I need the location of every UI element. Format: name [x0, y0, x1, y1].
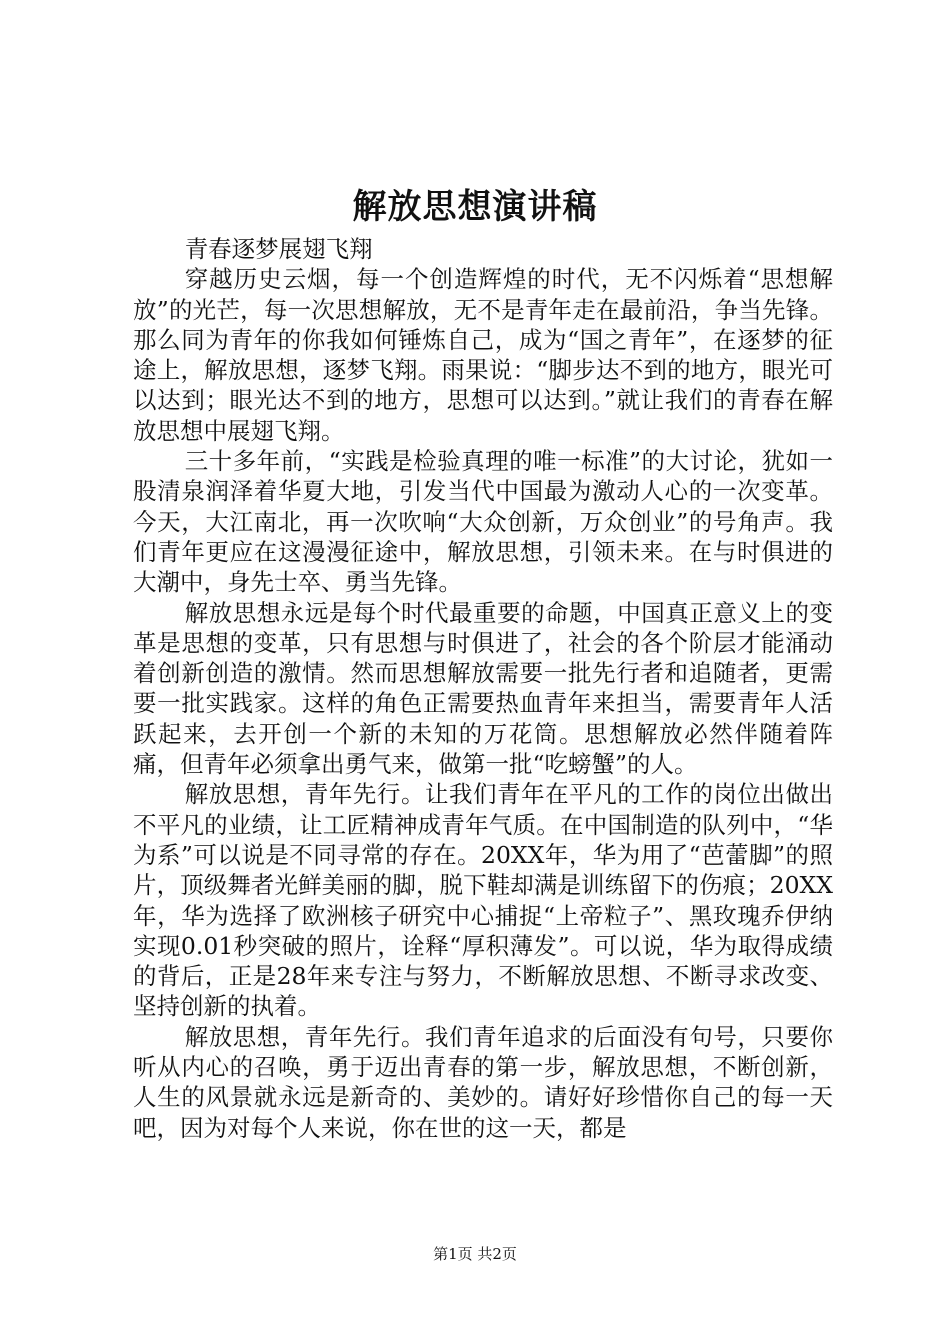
paragraph-4: 解放思想，青年先行。让我们青年在平凡的工作的岗位出做出不平凡的业绩，让工匠精神成青年气质。在中国制造的队列中，“华为系”可以说是不同寻常的存在。20XX年，华为用了“芭蕾脚”的照片，顶级舞者光鲜美丽的脚，脱下鞋却满是训练留下的伤痕；20XX年，华为选择了欧洲核子研究中心捕捉“上帝粒子”、黑玫瑰乔伊纳实现0.01秒突破的照片，诠释“厚积薄发”。可以说，华为取得成绩的背后，正是28年来专注与努力，不断解放思想、不断寻求改变、坚持创新的执着。 — [133, 780, 833, 1021]
subtitle-line: 青春逐梦展翅飞翔 — [184, 235, 373, 263]
document-body — [133, 234, 833, 1143]
paragraph-2: 三十多年前，“实践是检验真理的唯一标准”的大讨论，犹如一股清泉润泽着华夏大地，引发当代中国最为激动人心的一次变革。今天，大江南北，再一次吹响“大众创新，万众创业”的号角声。我们青年更应在这漫漫征途中，解放思想，引领未来。在与时俱进的大潮中，身先士卒、勇当先锋。 — [133, 447, 833, 597]
paragraph-3: 解放思想永远是每个时代最重要的命题，中国真正意义上的变革是思想的变革，只有思想与时俱进了，社会的各个阶层才能涌动着创新创造的激情。然而思想解放需要一批先行者和追随者，更需要一批实践家。这样的角色正需要热血青年来担当，需要青年人活跃起来，去开创一个新的未知的万花筒。思想解放必然伴随着阵痛，但青年必须拿出勇气来，做第一批“吃螃蟹”的人。 — [133, 598, 833, 779]
paragraph-1: 穿越历史云烟，每一个创造辉煌的时代，无不闪烁着“思想解放”的光芒，每一次思想解放，无不是青年走在最前沿，争当先锋。那么同为青年的你我如何锤炼自己，成为“国之青年”，在逐梦的征途上，解放思想，逐梦飞翔。雨果说：“脚步达不到的地方，眼光可以达到；眼光达不到的地方，思想可以达到。”就让我们的青春在解放思想中展翅飞翔。 — [133, 265, 833, 445]
document-title: 解放思想演讲稿 — [352, 187, 598, 227]
paragraph-5: 解放思想，青年先行。我们青年追求的后面没有句号，只要你听从内心的召唤，勇于迈出青春的第一步，解放思想，不断创新，人生的风景就永远是新奇的、美妙的。请好好珍惜你自己的每一天吧，因为对每个人来说，你在世的这一天，都是 — [133, 1022, 833, 1142]
page-footer: 第1页 共2页 — [433, 1245, 517, 1263]
